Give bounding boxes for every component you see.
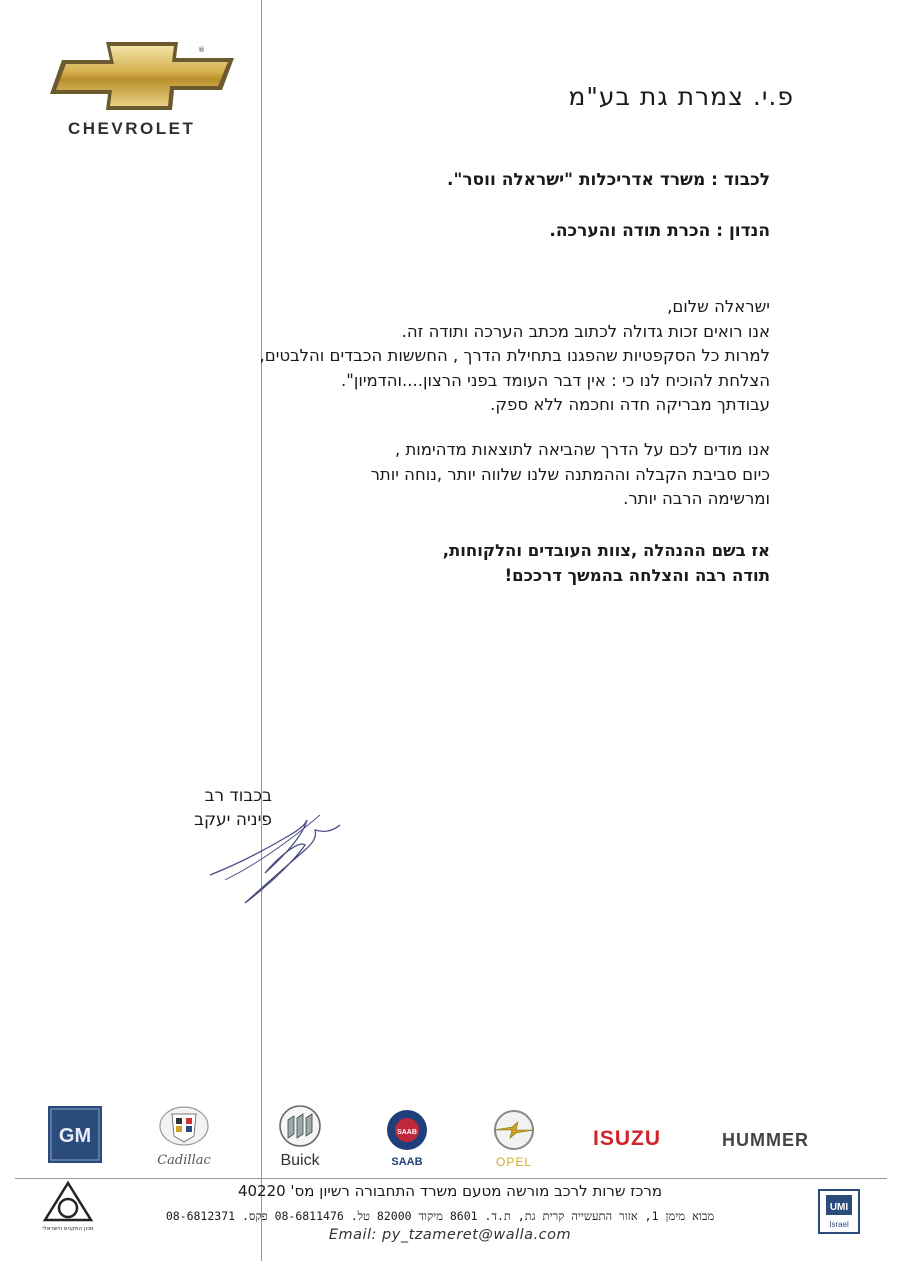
umi-israel-logo (818, 1189, 860, 1234)
body-line: אז בשם ההנהלה ,צוות העובדים והלקוחות, (442, 541, 770, 560)
svg-text:Cadillac: Cadillac (157, 1153, 211, 1168)
svg-text:®: ® (198, 46, 205, 54)
isuzu-logo: ISUZU (593, 1127, 661, 1150)
gm-logo (48, 1106, 102, 1163)
umi-sub-label: Israel (829, 1220, 849, 1229)
chevrolet-wordmark: CHEVROLET (68, 119, 196, 138)
letter-paragraph-1 (260, 295, 770, 418)
signer-name: פיניה יעקב (194, 810, 272, 830)
svg-text:Buick: Buick (280, 1152, 320, 1169)
body-line: כיום סביבת הקבלה וההמתנה שלנו שלווה יותר ,נוחה יותר (370, 464, 770, 484)
body-line: אנו רואים זכות גדולה לכתוב מכתב הערכה ותודה זה. (401, 321, 770, 341)
body-line: תודה רבה והצלחה בהמשך דרככם! (504, 566, 770, 585)
hummer-logo: HUMMER (722, 1130, 809, 1150)
body-line: הצלחת להוכיח לנו כי : אין דבר העומד בפני הרצון....והדמיון". (341, 370, 770, 390)
footer-address-line: מבוא מימן 1, אזור התעשייה קרית גת, ת.ד. 8601 מיקוד 82000 טל. 08-6811476 פקס. 08-6812371 (165, 1209, 715, 1223)
cadillac-logo (150, 1104, 220, 1170)
footer-email: Email: py_tzameret@walla.com (328, 1227, 572, 1243)
footer-divider (15, 1178, 887, 1179)
svg-text:GM: GM (58, 1125, 92, 1147)
saab-logo (382, 1108, 432, 1168)
body-line: ישראלה שלום, (667, 297, 770, 316)
opel-logo (488, 1108, 540, 1170)
margin-line (261, 0, 262, 1261)
letter-subject: הנדון : הכרת תודה והערכה. (549, 221, 770, 241)
svg-text:OPEL: OPEL (495, 1155, 533, 1169)
umi-label: UMI (829, 1202, 849, 1213)
letter-paragraph-3 (443, 538, 770, 588)
company-name: פ.י. צמרת גת בע"מ (568, 82, 794, 111)
chevrolet-bowtie-logo (48, 40, 236, 114)
body-line: עבודתך מבריקה חדה וחכמה ללא ספק. (490, 395, 770, 414)
body-line: אנו מודים לכם על הדרך שהביאה לתוצאות מדהימות , (394, 440, 770, 459)
body-line: ומרשימה הרבה יותר. (623, 489, 770, 508)
closing-text: בכבוד רב (204, 786, 272, 806)
standards-caption: מכון התקנים הישראלי (42, 1226, 94, 1232)
handwritten-signature (205, 795, 345, 910)
letter-paragraph-2 (371, 438, 770, 512)
body-line: למרות כל הסקפטיות שהפגנו בתחילת הדרך , החששות הכבדים והלבטים, (259, 346, 770, 365)
svg-text:SAAB: SAAB (397, 1129, 417, 1136)
footer-license-line: מרכז שרות לרכב מורשה מטעם משרד התחבורה רשיון מס' 40220 (237, 1182, 663, 1200)
letter-addressee: לכבוד : משרד אדריכלות "ישראלה ווסר". (447, 170, 770, 190)
svg-text:SAAB: SAAB (391, 1156, 423, 1168)
buick-logo (274, 1104, 326, 1170)
